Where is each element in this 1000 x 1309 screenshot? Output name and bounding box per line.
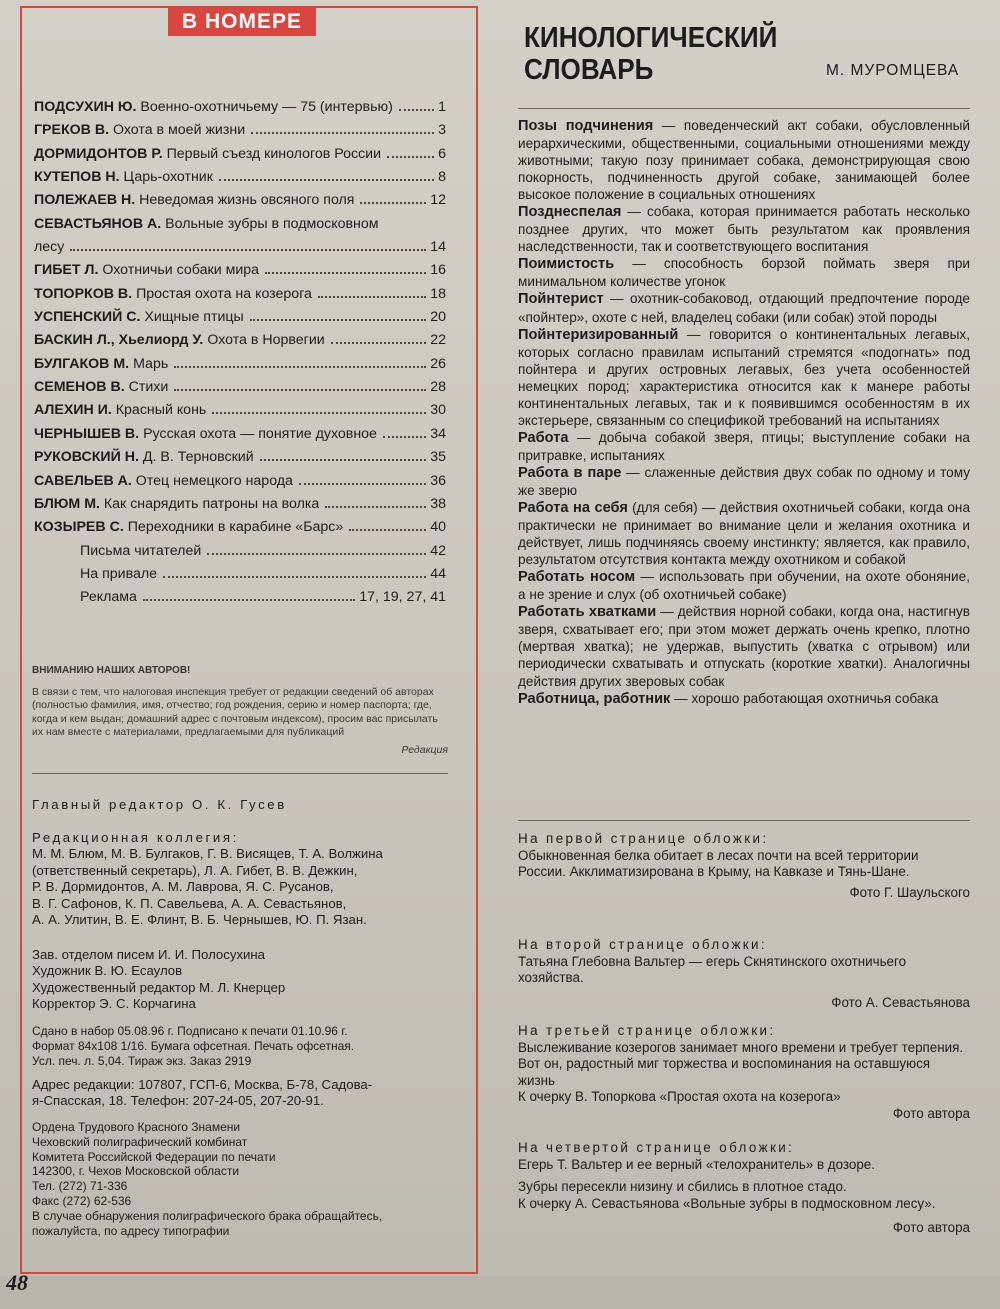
toc-item[interactable]: САВЕЛЬЕВ А. Отец немецкого народа 36 xyxy=(34,472,446,489)
toc-item[interactable]: КОЗЫРЕВ С. Переходники в карабине «Барс» 40 xyxy=(34,519,446,536)
toc-item[interactable]: ТОПОРКОВ В. Простая охота на козерога 18 xyxy=(34,285,446,302)
printer-line: Ордена Трудового Красного Знамени xyxy=(32,1120,241,1134)
cover-caption-1 xyxy=(518,831,970,901)
dictionary-entry: Позы подчинения — поведенческий акт собаки, обусловленный иерархическими, общественными, социальными отношениями между животными; такую позу принимает собака, демонстрирующая свою покорность, подчиненность другой собаке, занимающей более высокое положение в социальных отношениях xyxy=(518,118,970,203)
toc-item[interactable]: ГИБЕТ Л. Охотничьи собаки мира 16 xyxy=(34,262,446,279)
dictionary-entry: Позднеспелая — собака, которая принимается работать несколько позднее других, что может быть результатом как проявления наследственности, так и соответствующего воспитания xyxy=(518,204,970,255)
print-line: Сдано в набор 05.08.96 г. Подписано к печати 01.10.96 г. xyxy=(32,1024,348,1038)
toc-item[interactable]: ГРЕКОВ В. Охота в моей жизни 3 xyxy=(34,122,446,139)
authors-notice xyxy=(32,664,448,757)
cover-text: Обыкновенная белка обитает в лесах почти на всей территории России. Акклиматизирована в Крыму, на Кавказе и Тянь-Шане. xyxy=(518,847,919,880)
printer-line: пожалуйста, по адресу типографии xyxy=(32,1223,230,1238)
board-line: М. М. Блюм, М. В. Булгаков, Г. В. Висящев, Т. А. Волжина xyxy=(32,846,383,862)
editorial-address xyxy=(32,1077,452,1110)
staff-line: Корректор Э. С. Корчагина xyxy=(32,996,196,1012)
article-author: М. МУРОМЦЕВА xyxy=(826,62,960,79)
title-rule xyxy=(518,108,970,109)
printer-line: Тел. (272) 71-336 xyxy=(32,1179,128,1194)
cover-caption-2 xyxy=(518,937,970,1011)
printer-line: В случае обнаружения полиграфического брака обращайтесь, xyxy=(32,1208,383,1223)
page-number: 48 xyxy=(6,1270,28,1295)
print-line: Усл. печ. л. 5,04. Тираж экз. Заказ 2919 xyxy=(32,1053,252,1068)
toc-item-continued[interactable]: лесу 14 xyxy=(34,239,446,256)
staff-line: Художественный редактор М. Л. Кнерцер xyxy=(32,979,286,995)
cover-credit: Фото автора xyxy=(892,1105,970,1121)
cover-text: Егерь Т. Вальтер и ее верный «телохранитель» в дозоре. xyxy=(518,1156,875,1172)
notice-signature: Редакция xyxy=(401,743,448,756)
toc-item[interactable]: СЕМЕНОВ В. Стихи 28 xyxy=(34,379,446,396)
toc-item[interactable]: КУТЕПОВ Н. Царь-охотник 8 xyxy=(34,169,446,186)
dictionary-entry: Работа на себя (для себя) — действия охотничьей собаки, когда она практически не принимает во внимание цели и желания охотника и действует, лишь подчиняясь своему инстинкту; является, как правило, результатом отсутствия контакта между охотником и собакой xyxy=(518,500,971,568)
printer-info xyxy=(32,1120,452,1238)
print-info xyxy=(32,1024,452,1068)
notice-text: В связи с тем, что налоговая инспекция требует от редакции сведений об авторах (полностью фамилия, имя, отчество; год рождения, серию и номер паспорта; где, когда и кем выдан; домашний адрес с почтовым индексом), просим вас присылать их нам вместе с материалами, предлагаемыми для публикаций xyxy=(32,685,438,738)
board-line: А. А. Улитин, В. Е. Флинт, В. Б. Чернышев, Ю. П. Язан. xyxy=(32,912,367,928)
printer-line: 142300, г. Чехов Московской области xyxy=(32,1164,240,1179)
cover-credit: Фото Г. Шаульского xyxy=(849,884,970,900)
toc-item[interactable]: БЛЮМ М. Как снарядить патроны на волка 38 xyxy=(34,495,446,512)
cover-heading: На первой странице обложки: xyxy=(518,831,769,846)
dictionary-entry: Работать носом — использовать при обучении, на охоте обоняние, а не зрение и слух (об охотничьей собаке) xyxy=(518,569,970,603)
dictionary-entry: Работа в паре — слаженные действия двух собак по одному и тому же зверю xyxy=(518,464,970,498)
cover-rule xyxy=(518,820,970,821)
printer-line: Комитета Российской Федерации по печати xyxy=(32,1149,276,1164)
staff-line: Зав. отделом писем И. И. Полосухина xyxy=(32,947,266,962)
toc-item[interactable]: БУЛГАКОВ М. Марь 26 xyxy=(34,355,446,372)
board-line: Р. В. Дормидонтов, А. М. Лаврова, Я. С. Русанов, xyxy=(32,879,334,895)
board-line: (ответственный секретарь), Л. А. Гибет, В. В. Дежкин, xyxy=(32,862,358,878)
printer-line: Чеховский полиграфический комбинат xyxy=(32,1134,248,1149)
cover-text: Зубры пересекли низину и сбились в плотное стадо. xyxy=(518,1179,847,1195)
toc-item[interactable]: ДОРМИДОНТОВ Р. Первый съезд кинологов России 6 xyxy=(34,145,446,162)
cover-text: К очерку В. Топоркова «Простая охота на козерога» xyxy=(518,1089,841,1105)
cover-caption-3 xyxy=(518,1023,970,1123)
cover-text: Выслеживание козерогов занимает много времени и требует терпения. Вот он, радостный миг торжества и воспоминания на оставшуюся жизнь xyxy=(518,1039,964,1088)
dictionary-entry: Поимистость — способность борзой поймать зверя при минимальном количестве угонок xyxy=(518,256,970,290)
cover-text: К очерку А. Севастьянова «Вольные зубры в подмосковном лесу». xyxy=(518,1195,936,1211)
staff-list xyxy=(32,947,452,1013)
article-title-line: СЛОВАРЬ xyxy=(524,54,654,86)
print-line: Формат 84x108 1/16. Бумага офсетная. Печать офсетная. xyxy=(32,1038,355,1053)
staff-line: Художник В. Ю. Есаулов xyxy=(32,963,183,979)
cover-caption-4 xyxy=(518,1140,970,1237)
cover-credit: Фото А. Севастьянова xyxy=(831,994,970,1010)
cover-text: Татьяна Глебовна Вальтер — егерь Скнятинского охотничьего хозяйства. xyxy=(518,953,907,986)
toc-item[interactable]: БАСКИН Л., Хьелиорд У. Охота в Норвегии 22 xyxy=(34,332,446,349)
board-line: В. Г. Сафонов, К. П. Савельева, А. А. Севастьянов, xyxy=(32,895,347,911)
chief-editor: Главный редактор О. К. Гусев xyxy=(32,797,287,812)
cover-heading: На третьей странице обложки: xyxy=(518,1023,776,1038)
notice-heading: ВНИМАНИЮ НАШИХ АВТОРОВ! xyxy=(32,665,191,676)
toc-item-ads[interactable]: Реклама 17, 19, 27, 41 xyxy=(80,589,446,606)
address-line: я-Спасская, 18. Телефон: 207-24-05, 207-20-91. xyxy=(32,1093,324,1109)
cover-credit: Фото автора xyxy=(892,1220,970,1236)
toc-item[interactable]: ЧЕРНЫШЕВ В. Русская охота — понятие духовное 34 xyxy=(34,425,446,442)
toc-item[interactable]: УСПЕНСКИЙ С. Хищные птицы 20 xyxy=(34,309,446,326)
dictionary-entry: Пойнтеризированный — говорится о континентальных легавых, которых согласно правилам испытаний стремятся «подогнать» под пойнтера и других островных легавых, без учета особенностей немецких пород; характеристика относится как к манере работы континентальных легавых, так и к появившимся особенностям в их экстерьере, связанным со спецификой требований на испытаниях xyxy=(518,326,970,428)
dictionary-entries xyxy=(518,117,970,708)
dictionary-entry: Работница, работник — хорошо работающая охотничья собака xyxy=(518,690,939,707)
toc-item-rest[interactable]: На привале 44 xyxy=(80,565,446,582)
table-of-contents xyxy=(34,96,446,610)
contents-badge: В НОМЕРЕ xyxy=(168,8,316,36)
toc-item[interactable]: РУКОВСКИЙ Н. Д. В. Терновский 35 xyxy=(34,449,446,466)
address-line: Адрес редакции: 107807, ГСП-6, Москва, Б-78, Садова- xyxy=(32,1077,373,1092)
cover-heading: На четвертой странице обложки: xyxy=(518,1140,795,1155)
dictionary-entry: Пойнтерист — охотник-собаковод, отдающий предпочтение породе «пойнтер», охоте с ней, владелец собаки (или собак) этой породы xyxy=(518,291,970,325)
toc-item[interactable]: ПОДСУХИН Ю. Военно-охотничьему — 75 (интервью) 1 xyxy=(34,99,446,115)
dictionary-entry: Работа — добыча собакой зверя, птицы; выступление собаки на притравке, испытаниях xyxy=(518,429,970,463)
printer-line: Факс (272) 62-536 xyxy=(32,1193,132,1208)
divider xyxy=(32,773,448,774)
cover-heading: На второй странице обложки: xyxy=(518,937,768,952)
board-heading: Редакционная коллегия: xyxy=(32,830,239,845)
toc-item[interactable]: СЕВАСТЬЯНОВ А. Вольные зубры в подмосковном xyxy=(34,215,379,232)
article-title-line: КИНОЛОГИЧЕСКИЙ xyxy=(524,22,778,54)
toc-item[interactable]: АЛЕХИН И. Красный конь 30 xyxy=(34,402,446,419)
page-bottom-edge xyxy=(0,1276,1000,1309)
toc-item[interactable]: ПОЛЕЖАЕВ Н. Неведомая жизнь овсяного поля 12 xyxy=(34,192,446,209)
editorial-board xyxy=(32,830,452,928)
dictionary-entry: Работать хватками — действия норной собаки, когда она, настигнув зверя, схватывает его; при этом может держать очень крепко, плотно (мертвая хватка); не удержав, выпустить (хватка с отрывом) или периодически схватывать и отпускать (короткие хватки). Аналогичны действия других зверовых собак xyxy=(518,604,970,689)
toc-item-letters[interactable]: Письма читателей 42 xyxy=(80,542,446,559)
article-title xyxy=(524,22,777,86)
